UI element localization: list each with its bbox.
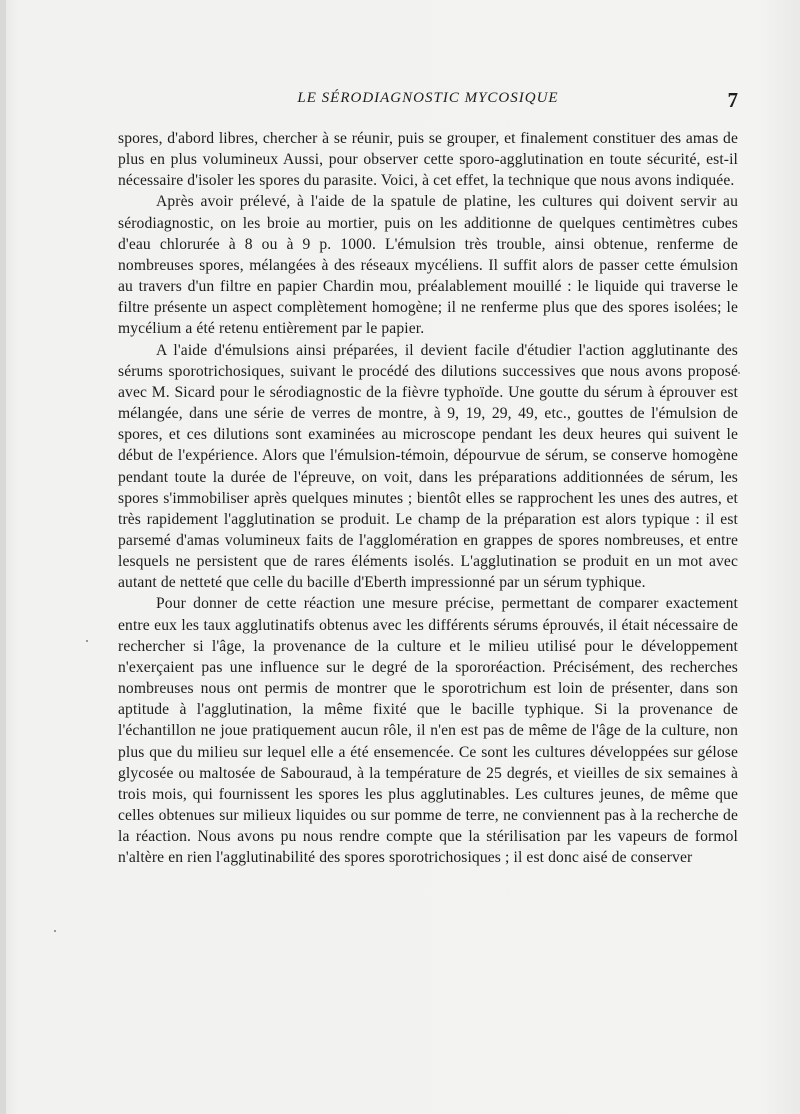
running-title: LE SÉRODIAGNOSTIC MYCOSIQUE — [297, 90, 559, 106]
page-gutter-edge — [0, 0, 6, 1114]
paragraph-2: Après avoir prélevé, à l'aide de la spatule de platine, les cultures qui doivent servir au sérodiagnostic, on les broie au mortier, puis on les additionne de quelques centimètres cubes d'eau chlorurée à 8 ou à 9 p. 1000. L'émulsion très trouble, ainsi obtenue, renferme de nombreuses spores, mélangées à des réseaux mycéliens. Il suffit alors de passer cette émulsion au travers d'un filtre en papier Chardin mou, préalablement mouillé : le liquide qui traverse le filtre présente un aspect complètement homogène; il ne renferme plus que des spores isolées; le mycélium a été retenu entièrement par le papier. — [118, 193, 738, 338]
paper-speck — [86, 640, 88, 642]
paper-speck — [54, 930, 56, 932]
page-number: 7 — [727, 88, 738, 112]
paper-speck — [738, 372, 740, 374]
body-text — [118, 128, 738, 868]
paragraph-1: spores, d'abord libres, chercher à se réunir, puis se grouper, et finalement constituer des amas de plus en plus volumineux Aussi, pour observer cette sporo-agglutination en toute sécurité, est-il nécessaire d'isoler les spores du parasite. Voici, à cet effet, la technique que nous avons indiquée. — [118, 130, 738, 190]
paragraph-3: A l'aide d'émulsions ainsi préparées, il devient facile d'étudier l'action agglutinante des sérums sporotrichosiques, suivant le procédé des dilutions successives que nous avons proposé avec M. Sicard pour le sérodiagnostic de la fièvre typhoïde. Une goutte du sérum à éprouver est mélangée, dans une série de verres de montre, à 9, 19, 29, 49, etc., gouttes de l'émulsion de spores, et ces dilutions sont examinées au microscope pendant les deux heures qui suivent le début de l'expérience. Alors que l'émulsion-témoin, dépourvue de sérum, se conserve homogène pendant toute la durée de l'épreuve, on voit, dans les préparations additionnées de sérum, les spores s'immobiliser après quelques minutes ; bientôt elles se rapprochent les unes des autres, et très rapidement l'agglutination se produit. Le champ de la préparation est alors typique : il est parsemé d'amas volumineux faits de l'agglomération en grappes de spores nombreuses, et entre lesquels ne persistent que de rares éléments isolés. L'agglutination se produit en un mot avec autant de netteté que celle du bacille d'Eberth impressionné par un sérum typhique. — [118, 341, 738, 592]
paragraph-4: Pour donner de cette réaction une mesure précise, permettant de comparer exactement entre eux les taux agglutinatifs obtenus avec les différents sérums éprouvés, il était nécessaire de rechercher si l'âge, la provenance de la culture et le milieu utilisé pour le développement n'exerçaient pas une influence sur le degré de la spororéaction. Précisément, des recherches nombreuses nous ont permis de montrer que le sporotrichum est loin de présenter, dans son aptitude à l'agglutination, la même fixité que le bacille typhique. Si la provenance de l'échantillon ne joue pratiquement aucun rôle, il n'en est pas de même de l'âge de la culture, non plus que du milieu sur lequel elle a été ensemencée. Ce sont les cultures développées sur gélose glycosée ou maltosée de Sabouraud, à la température de 25 degrés, et vieilles de six semaines à trois mois, qui fournissent les spores les plus agglutinables. Les cultures jeunes, de même que celles obtenues sur milieux liquides ou sur pomme de terre, ne conviennent pas à la recherche de la réaction. Nous avons pu nous rendre compte que la stérilisation par les vapeurs de formol n'altère en rien l'agglutinabilité des spores sporotrichosiques ; il est donc aisé de conserver — [118, 595, 738, 867]
running-header — [118, 88, 738, 116]
